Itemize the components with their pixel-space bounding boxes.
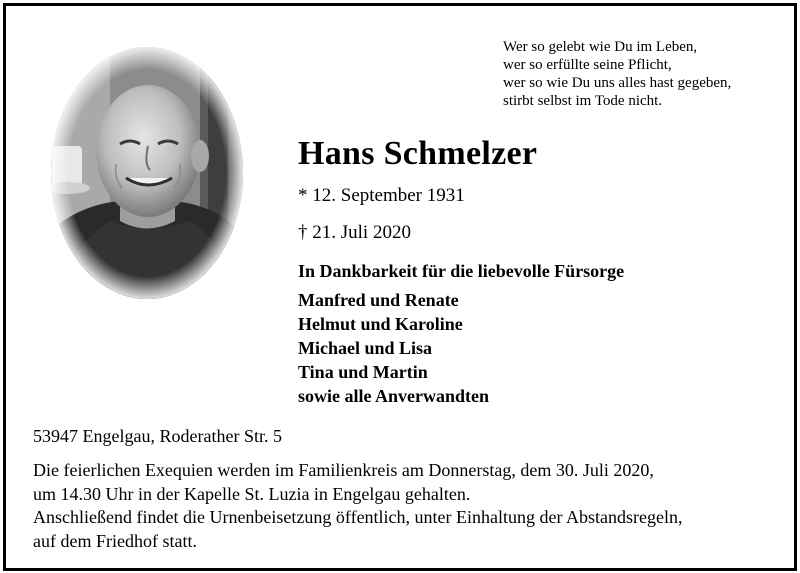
birth-date: * 12. September 1931	[298, 185, 465, 206]
memorial-poem	[503, 38, 731, 110]
funeral-notice	[33, 459, 683, 553]
family-list	[298, 288, 489, 408]
poem-line: Wer so gelebt wie Du im Leben,	[503, 39, 698, 55]
deceased-name: Hans Schmelzer	[298, 135, 538, 172]
gratitude-line: In Dankbarkeit für die liebevolle Fürsorge	[298, 261, 625, 281]
obituary-card	[3, 3, 797, 571]
family-member: Helmut und Karoline	[298, 314, 463, 334]
family-address: 53947 Engelgau, Roderather Str. 5	[33, 426, 282, 446]
portrait-photo	[50, 46, 244, 300]
poem-line: stirbt selbst im Tode nicht.	[503, 93, 663, 109]
notice-line: um 14.30 Uhr in der Kapelle St. Luzia in Engelgau gehalten.	[33, 483, 471, 504]
poem-line: wer so wie Du uns alles hast gegeben,	[503, 75, 732, 91]
death-date: † 21. Juli 2020	[298, 222, 411, 243]
family-member: Michael und Lisa	[298, 338, 433, 358]
notice-line: Anschließend findet die Urnenbeisetzung öffentlich, unter Einhaltung der Abstandsregeln,	[33, 507, 683, 527]
notice-line: Die feierlichen Exequien werden im Familienkreis am Donnerstag, dem 30. Juli 2020,	[33, 460, 654, 480]
notice-line: auf dem Friedhof statt.	[33, 530, 197, 551]
family-member: Tina und Martin	[298, 362, 428, 382]
poem-line: wer so erfüllte seine Pflicht,	[503, 57, 672, 73]
family-member: Manfred und Renate	[298, 290, 459, 310]
family-member: sowie alle Anverwandten	[298, 386, 489, 406]
